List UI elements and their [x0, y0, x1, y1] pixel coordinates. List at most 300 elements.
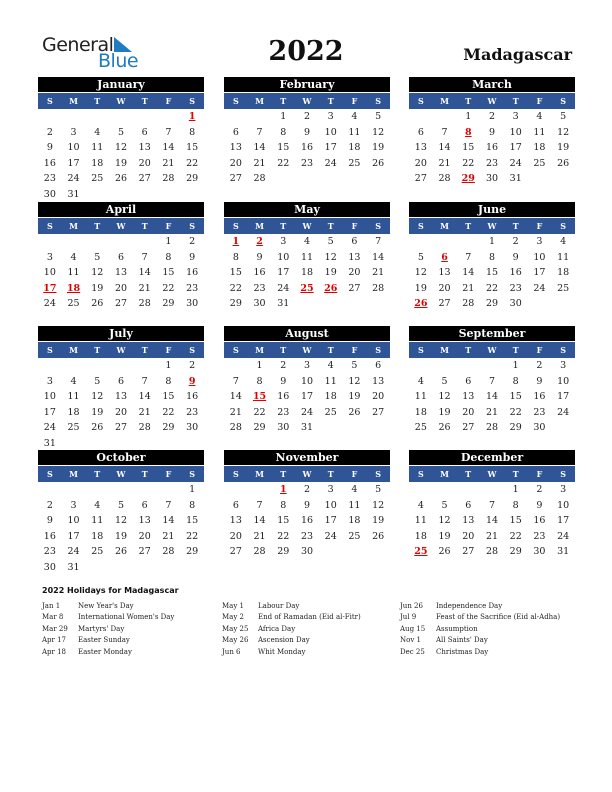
- day-cell: 5: [560, 111, 567, 122]
- day-cell: 19: [438, 406, 451, 418]
- weekday-header: [224, 218, 390, 234]
- day-cell: 27: [372, 406, 385, 418]
- empty-cell: [85, 234, 109, 250]
- day-cell: 21: [253, 530, 266, 542]
- day-cell: 17: [277, 267, 290, 278]
- holiday-name: Whit Monday: [258, 647, 306, 656]
- day-cell: 18: [67, 406, 80, 418]
- month-title: September: [409, 326, 575, 341]
- day-cell: 22: [509, 406, 522, 418]
- day-cell: 2: [189, 236, 196, 247]
- day-cell: 16: [300, 515, 314, 526]
- weekday-label: W: [116, 96, 126, 106]
- day-cell: 21: [138, 282, 151, 294]
- month-title: May: [224, 202, 390, 217]
- day-cell: 14: [162, 142, 175, 153]
- day-cell: 6: [417, 126, 424, 138]
- month-may: [224, 202, 390, 312]
- day-cell: 25: [348, 157, 361, 169]
- day-cell: 22: [186, 157, 199, 169]
- day-cell: 31: [277, 298, 290, 309]
- weekday-label: S: [46, 221, 53, 231]
- day-cell: 7: [141, 251, 148, 263]
- day-cell: 27: [414, 173, 427, 184]
- day-cell: 9: [46, 515, 53, 526]
- empty-cell: [433, 482, 457, 498]
- holiday-date: May 2: [222, 613, 244, 622]
- day-cell: 18: [300, 267, 314, 278]
- generalblue-logo: [42, 34, 152, 72]
- holiday-date: Mar 8: [42, 613, 64, 622]
- day-cell: 17: [43, 406, 56, 418]
- day-grid: [38, 109, 204, 202]
- day-cell: 11: [300, 251, 314, 263]
- holiday-item: [42, 647, 174, 658]
- weekday-label: T: [512, 469, 519, 479]
- day-cell: 28: [253, 546, 266, 557]
- day-cell: 4: [351, 111, 358, 122]
- holiday-item: [222, 635, 361, 646]
- day-cell: 5: [375, 484, 382, 495]
- day-cell: 24: [324, 157, 337, 169]
- weekday-label: S: [560, 221, 567, 231]
- weekday-label: M: [440, 96, 449, 106]
- day-cell: 9: [536, 499, 543, 511]
- day-cell: 8: [165, 251, 172, 263]
- day-cell: 25: [91, 546, 104, 557]
- day-cell: 5: [441, 499, 448, 511]
- weekday-label: W: [116, 221, 126, 231]
- day-cell: 21: [162, 157, 175, 169]
- holiday-name: International Women's Day: [78, 613, 175, 622]
- holiday-item: [400, 612, 560, 623]
- empty-cell: [409, 482, 433, 498]
- holiday-item: [42, 635, 174, 646]
- day-cell: 11: [414, 391, 427, 402]
- day-cell: 15: [277, 515, 290, 526]
- day-cell: 13: [462, 391, 475, 402]
- holiday-name: Independence Day: [436, 602, 503, 610]
- day-cell: 23: [186, 406, 199, 418]
- holiday-day-cell: 8: [464, 126, 472, 138]
- day-cell: 19: [91, 282, 104, 294]
- day-cell: 19: [372, 142, 385, 153]
- weekday-label: M: [440, 345, 449, 355]
- empty-cell: [109, 109, 133, 125]
- day-cell: 16: [485, 142, 499, 153]
- day-cell: 7: [375, 236, 382, 247]
- day-cell: 16: [509, 267, 522, 278]
- holiday-date: May 26: [222, 636, 249, 645]
- weekday-label: F: [536, 469, 543, 479]
- day-cell: 12: [414, 267, 427, 278]
- weekday-label: S: [375, 469, 382, 479]
- month-title: June: [409, 202, 575, 217]
- weekday-label: S: [189, 96, 196, 106]
- holiday-date: Apr 17: [42, 636, 67, 645]
- empty-cell: [133, 109, 157, 125]
- day-cell: 28: [162, 173, 175, 184]
- weekday-label: S: [560, 345, 567, 355]
- weekday-label: M: [440, 469, 449, 479]
- day-cell: 6: [117, 375, 125, 387]
- day-cell: 18: [557, 267, 570, 278]
- day-cell: 3: [280, 236, 287, 247]
- day-cell: 20: [114, 282, 128, 294]
- empty-cell: [224, 109, 248, 125]
- day-cell: 29: [485, 298, 499, 309]
- day-cell: 12: [438, 515, 451, 526]
- day-cell: 24: [67, 173, 80, 184]
- day-cell: 15: [509, 391, 522, 402]
- weekday-label: F: [165, 345, 172, 355]
- holiday-name: Martyrs' Day: [78, 624, 125, 633]
- month-title: November: [224, 450, 390, 465]
- holiday-day-cell: 29: [461, 173, 475, 184]
- day-cell: 5: [117, 499, 125, 511]
- holidays-column: [42, 601, 174, 658]
- day-cell: 28: [438, 173, 451, 184]
- day-cell: 29: [229, 298, 242, 309]
- weekday-label: T: [141, 96, 148, 106]
- day-cell: 3: [303, 360, 311, 371]
- day-cell: 10: [557, 375, 570, 387]
- holidays-column: [400, 601, 560, 658]
- weekday-label: W: [116, 345, 126, 355]
- empty-cell: [62, 482, 86, 498]
- weekday-header: [409, 93, 575, 109]
- day-cell: 21: [138, 406, 151, 418]
- weekday-label: W: [487, 345, 497, 355]
- day-cell: 24: [43, 422, 56, 433]
- day-cell: 29: [277, 546, 290, 557]
- weekday-label: S: [189, 469, 196, 479]
- day-cell: 23: [43, 546, 56, 557]
- weekday-label: M: [255, 96, 264, 106]
- empty-cell: [85, 109, 109, 125]
- day-cell: 2: [303, 484, 311, 495]
- weekday-label: F: [165, 221, 172, 231]
- month-title: February: [224, 77, 390, 92]
- holidays-title: 2022 Holidays for Madagascar: [42, 586, 179, 595]
- day-cell: 4: [70, 251, 77, 263]
- day-cell: 12: [372, 499, 385, 511]
- day-cell: 4: [417, 499, 424, 511]
- day-cell: 28: [485, 422, 499, 433]
- day-cell: 14: [253, 515, 266, 526]
- weekday-label: M: [255, 221, 264, 231]
- day-cell: 22: [462, 157, 475, 169]
- weekday-label: F: [351, 469, 358, 479]
- day-cell: 9: [303, 499, 311, 511]
- day-cell: 18: [324, 391, 337, 402]
- day-cell: 13: [114, 391, 128, 402]
- holiday-day-cell: 25: [414, 546, 428, 557]
- day-cell: 11: [324, 375, 337, 387]
- day-cell: 3: [70, 499, 77, 511]
- day-cell: 16: [533, 515, 546, 526]
- day-cell: 14: [229, 391, 242, 402]
- day-cell: 3: [560, 484, 567, 495]
- day-cell: 31: [43, 437, 56, 449]
- weekday-label: S: [46, 96, 53, 106]
- holiday-date: Jul 9: [400, 613, 417, 622]
- holiday-day-cell: 18: [66, 282, 81, 294]
- day-cell: 28: [138, 298, 151, 309]
- day-cell: 30: [485, 173, 499, 184]
- day-cell: 21: [485, 530, 499, 542]
- day-cell: 18: [91, 530, 104, 542]
- day-grid: [409, 358, 575, 436]
- day-cell: 16: [43, 157, 56, 169]
- holiday-item: [400, 647, 560, 658]
- month-title: December: [409, 450, 575, 465]
- day-cell: 20: [462, 406, 475, 418]
- holiday-item: [222, 647, 361, 658]
- day-cell: 31: [67, 561, 80, 573]
- day-grid: [409, 234, 575, 312]
- empty-cell: [38, 109, 62, 125]
- holiday-item: [222, 624, 361, 635]
- holiday-item: [222, 601, 361, 612]
- day-cell: 25: [557, 282, 570, 294]
- day-cell: 17: [509, 142, 522, 153]
- day-cell: 6: [117, 251, 125, 263]
- day-cell: 11: [67, 267, 80, 278]
- weekday-label: S: [417, 96, 424, 106]
- day-cell: 9: [46, 142, 53, 153]
- day-cell: 19: [414, 282, 427, 294]
- day-cell: 7: [165, 126, 172, 138]
- day-cell: 10: [324, 126, 337, 138]
- day-cell: 21: [462, 282, 475, 294]
- empty-cell: [433, 109, 457, 125]
- day-cell: 28: [253, 173, 266, 184]
- empty-cell: [133, 482, 157, 498]
- day-cell: 31: [300, 422, 314, 433]
- holiday-date: Apr 18: [42, 647, 67, 656]
- day-cell: 1: [465, 111, 472, 122]
- weekday-label: W: [487, 221, 497, 231]
- day-cell: 26: [114, 546, 128, 557]
- weekday-label: S: [560, 469, 567, 479]
- day-cell: 3: [46, 251, 53, 263]
- holiday-day-cell: 15: [252, 391, 267, 402]
- weekday-label: S: [232, 221, 239, 231]
- holiday-date: Nov 1: [400, 636, 421, 645]
- day-cell: 16: [277, 391, 290, 402]
- day-cell: 16: [43, 530, 56, 542]
- empty-cell: [109, 234, 133, 250]
- holiday-day-cell: 1: [279, 484, 287, 495]
- day-cell: 27: [229, 546, 242, 557]
- day-cell: 10: [43, 391, 56, 402]
- day-cell: 7: [488, 375, 496, 387]
- month-march: [409, 77, 575, 187]
- day-cell: 22: [253, 406, 266, 418]
- day-cell: 4: [70, 375, 77, 387]
- weekday-label: S: [46, 345, 53, 355]
- day-cell: 19: [324, 267, 337, 278]
- day-cell: 30: [253, 298, 266, 309]
- day-cell: 21: [438, 157, 451, 169]
- day-cell: 10: [324, 499, 337, 511]
- day-cell: 24: [324, 530, 337, 542]
- day-cell: 5: [94, 375, 101, 387]
- day-cell: 12: [348, 375, 361, 387]
- day-cell: 24: [67, 546, 80, 557]
- holiday-day-cell: 26: [414, 298, 428, 309]
- day-cell: 17: [557, 515, 570, 526]
- day-cell: 30: [533, 546, 546, 557]
- day-cell: 25: [67, 422, 80, 433]
- day-cell: 23: [277, 406, 290, 418]
- weekday-label: T: [141, 469, 148, 479]
- weekday-label: M: [440, 221, 449, 231]
- day-cell: 1: [512, 484, 519, 495]
- day-cell: 2: [46, 126, 53, 138]
- day-cell: 19: [114, 157, 128, 169]
- day-cell: 27: [114, 298, 128, 309]
- day-cell: 10: [533, 251, 546, 263]
- day-cell: 4: [417, 375, 424, 387]
- holiday-name: Easter Sunday: [78, 636, 130, 645]
- day-cell: 27: [138, 173, 151, 184]
- day-cell: 17: [324, 142, 337, 153]
- day-cell: 18: [414, 530, 427, 542]
- day-cell: 26: [438, 546, 451, 557]
- day-cell: 8: [256, 375, 263, 387]
- day-cell: 22: [277, 530, 290, 542]
- day-cell: 5: [117, 126, 125, 138]
- day-cell: 20: [348, 267, 361, 278]
- empty-cell: [224, 358, 248, 374]
- empty-cell: [109, 482, 133, 498]
- weekday-label: F: [536, 221, 543, 231]
- holiday-day-cell: 25: [300, 282, 314, 294]
- empty-cell: [38, 482, 62, 498]
- calendar-year: 2022: [268, 36, 344, 67]
- day-cell: 22: [162, 406, 175, 418]
- day-cell: 2: [488, 111, 496, 122]
- day-cell: 8: [512, 499, 519, 511]
- day-cell: 4: [536, 111, 543, 122]
- day-cell: 7: [441, 126, 448, 138]
- day-cell: 5: [375, 111, 382, 122]
- holiday-item: [42, 601, 174, 612]
- month-title: July: [38, 326, 204, 341]
- day-cell: 3: [327, 484, 334, 495]
- day-cell: 21: [372, 267, 385, 278]
- day-cell: 5: [441, 375, 448, 387]
- day-cell: 15: [462, 142, 475, 153]
- day-cell: 16: [300, 142, 314, 153]
- day-cell: 31: [557, 546, 570, 557]
- day-cell: 26: [348, 406, 361, 418]
- day-grid: [409, 482, 575, 560]
- day-cell: 30: [533, 422, 546, 433]
- weekday-label: W: [487, 469, 497, 479]
- day-cell: 24: [300, 406, 314, 418]
- day-cell: 22: [485, 282, 499, 294]
- day-cell: 11: [91, 142, 104, 153]
- weekday-label: W: [302, 345, 312, 355]
- day-cell: 2: [303, 111, 311, 122]
- day-cell: 28: [485, 546, 499, 557]
- day-cell: 9: [536, 375, 543, 387]
- day-cell: 12: [114, 142, 128, 153]
- day-cell: 7: [256, 499, 263, 511]
- weekday-label: T: [280, 96, 287, 106]
- day-cell: 23: [253, 282, 266, 294]
- holiday-name: Africa Day: [258, 624, 296, 633]
- day-cell: 8: [189, 499, 196, 511]
- day-cell: 12: [91, 267, 104, 278]
- weekday-label: W: [302, 96, 312, 106]
- month-november: [224, 450, 390, 560]
- day-cell: 18: [414, 406, 427, 418]
- weekday-label: W: [302, 469, 312, 479]
- day-cell: 7: [232, 375, 239, 387]
- day-cell: 31: [67, 188, 80, 200]
- day-grid: [409, 109, 575, 187]
- day-cell: 2: [189, 360, 196, 371]
- weekday-label: M: [69, 96, 78, 106]
- day-cell: 10: [67, 515, 80, 526]
- day-cell: 2: [536, 484, 543, 495]
- day-cell: 26: [438, 422, 451, 433]
- day-cell: 23: [509, 282, 522, 294]
- day-cell: 6: [141, 126, 148, 138]
- day-cell: 26: [372, 530, 385, 542]
- day-cell: 2: [280, 360, 287, 371]
- day-cell: 13: [229, 515, 242, 526]
- day-cell: 30: [509, 298, 522, 309]
- day-cell: 15: [162, 267, 175, 278]
- weekday-label: F: [351, 345, 358, 355]
- logo-text-blue: Blue: [98, 50, 139, 72]
- day-cell: 13: [372, 375, 385, 387]
- day-cell: 26: [91, 298, 104, 309]
- empty-cell: [456, 234, 480, 250]
- holiday-date: Jan 1: [42, 602, 61, 610]
- day-cell: 28: [462, 298, 475, 309]
- empty-cell: [409, 358, 433, 374]
- weekday-label: F: [536, 96, 543, 106]
- month-august: [224, 326, 390, 436]
- weekday-label: M: [255, 469, 264, 479]
- day-cell: 12: [324, 251, 337, 263]
- day-cell: 12: [114, 515, 128, 526]
- day-cell: 15: [485, 267, 499, 278]
- day-cell: 8: [165, 375, 172, 387]
- holiday-date: Dec 25: [400, 647, 425, 656]
- weekday-label: M: [69, 221, 78, 231]
- day-cell: 19: [372, 515, 385, 526]
- day-cell: 12: [91, 391, 104, 402]
- day-cell: 3: [560, 360, 567, 371]
- day-cell: 11: [557, 251, 570, 263]
- holiday-name: New Year's Day: [78, 602, 134, 610]
- day-cell: 24: [533, 282, 546, 294]
- day-cell: 22: [277, 157, 290, 169]
- weekday-label: S: [417, 345, 424, 355]
- day-cell: 3: [536, 236, 543, 247]
- weekday-label: S: [189, 221, 196, 231]
- day-cell: 12: [438, 391, 451, 402]
- weekday-header: [409, 466, 575, 482]
- day-cell: 10: [43, 267, 56, 278]
